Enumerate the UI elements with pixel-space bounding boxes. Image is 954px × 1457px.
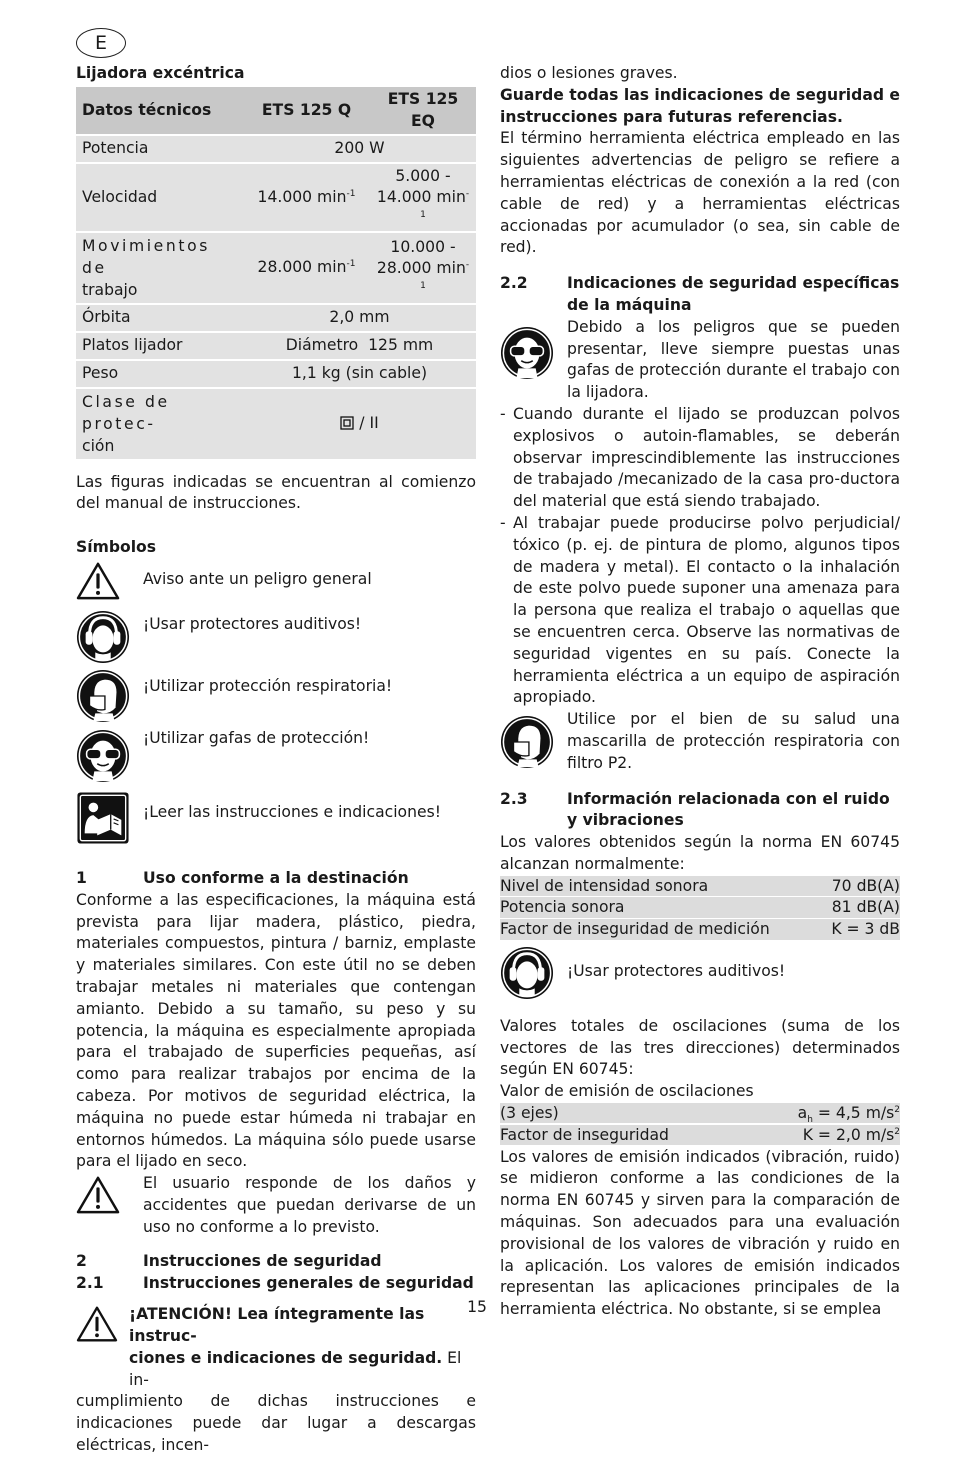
- row-value: 10.000 - 28.000 $\min^{-1}$: [370, 232, 476, 304]
- row-value: 28.000 $\min^{-1}$: [243, 232, 370, 304]
- goggles-note: Debido a los peligros que se pueden presentar, lleve siempre puestas unas gafas de protección durante el trabajo con la lijadora.: [500, 317, 900, 404]
- table-row: [76, 388, 476, 460]
- section-1-body: Conforme a las especificaciones, la máquina está prevista para lijar madera, plástico, piedra, materiales compuestos, pintura / barniz, emplaste y materiales similares. Con este útil no se deben trabajar metales ni materiales que contengan amianto. Debido a su tamaño, su peso y su potencia, la máquina es especialmente apropiada para el trabajado de superficies pequeñas, así como para realizar trabajos por encima de la cabeza. Por motivos de seguridad eléctrica, la máquina no puede estar húmeda ni trabajar en entornos húmedos. La máquina sólo puede usarse para el lijado en seco.: [76, 890, 476, 1171]
- row-value: 200 W: [243, 135, 476, 163]
- symbols-heading: Símbolos: [76, 538, 157, 557]
- table-row: Factor de inseguridad de medición K = 3 dB: [500, 920, 900, 939]
- vibration-intro: Valores totales de oscilaciones (suma de los vectores de las tres direcciones) determinados según EN 60745:: [500, 1016, 900, 1079]
- list-item: - Cuando durante el lijado se produzcan polvos explosivos o autoin-flamables, se deberán observar imprescindiblemente las instrucciones de trabajado /mecanizado de la casa pro-ductora del material que está siendo trabajado.: [500, 404, 900, 511]
- symbol-label: ¡Utilizar protección respiratoria!: [143, 676, 393, 695]
- safety-goggles-icon: [76, 729, 130, 783]
- noise-table: [500, 876, 900, 940]
- table-row: [76, 304, 476, 332]
- table-header-row: [76, 87, 476, 136]
- header-cell: ETS 125 EQ: [370, 87, 476, 136]
- emission-values-text: Los valores de emisión indicados (vibración, ruido) se midieron conforme a las condiciones de la norma EN 60745 y sirven para la comparación de máquinas. Son adecuados para una evaluación provisional de los valores de vibración y ruido en la aplicación. Los valores de emisión indicados representan las aplicaciones principales de la herramienta eléctrica. No obstante, si se emplea: [500, 1147, 900, 1319]
- table-row: [76, 232, 476, 304]
- table-row: [76, 163, 476, 232]
- row-label: Movimientos de trabajo: [76, 232, 243, 304]
- table-row: [76, 135, 476, 163]
- safety-goggles-icon: [500, 326, 554, 380]
- warning-triangle-icon: [76, 1175, 120, 1215]
- technical-data-table: [76, 87, 476, 461]
- table-row: [76, 332, 476, 360]
- table-row: Potencia sonora 81 dB(A): [500, 898, 900, 917]
- header-cell: Datos técnicos: [76, 87, 243, 136]
- misuse-warning: El usuario responde de los daños y accidentes que puedan derivarse de un uso no conforme a lo previsto.: [76, 1173, 476, 1238]
- row-label: Velocidad: [76, 163, 243, 232]
- row-value: 2,0 mm: [243, 304, 476, 332]
- table-row: Nivel de intensidad sonora 70 dB(A): [500, 876, 900, 895]
- section-2-heading: 2 Instrucciones de seguridad: [76, 1251, 382, 1270]
- attention-block: ¡ATENCIÓN! Lea íntegramente las instruc- ciones e indicaciones de seguridad. El in- cumplimiento de dichas instrucciones e indicaciones puede dar lugar a descargas eléctricas, incen-: [76, 1304, 476, 1457]
- figures-note: Las figuras indicadas se encuentran al comienzo del manual de instrucciones.: [76, 472, 476, 513]
- read-manual-icon: [76, 791, 130, 845]
- symbol-label: ¡Utilizar gafas de protección!: [143, 728, 370, 747]
- row-value: / II: [243, 388, 476, 460]
- row-label: Platos lijador: [76, 332, 243, 360]
- table-row: (3 ejes) $a_h = 4,5$ $m/s^2$: [500, 1103, 900, 1126]
- section-2-3-heading: 2.3 Información relacionada con el ruido y vibraciones: [500, 789, 890, 830]
- paragraph: dios o lesiones graves.: [500, 64, 678, 82]
- noise-intro: Los valores obtenidos según la norma EN 60745 alcanzan normalmente:: [500, 833, 900, 873]
- row-value: 1,1 kg (sin cable): [243, 360, 476, 388]
- ear-note: ¡Usar protectores auditivos!: [500, 946, 900, 1008]
- symbol-label: ¡Leer las instrucciones e indicaciones!: [143, 802, 441, 821]
- row-value: 14.000 $\min^{-1}$: [243, 163, 370, 232]
- section-2-2-heading: 2.2 Indicaciones de seguridad específicas de la máquina: [500, 274, 900, 314]
- paragraph-bold: Guarde todas las indicaciones de seguridad e instrucciones para futuras referencias.: [500, 85, 901, 126]
- symbols-list: [76, 559, 476, 847]
- right-column: [500, 63, 900, 1321]
- row-label: Peso: [76, 360, 243, 388]
- page-number: 15: [467, 1298, 487, 1316]
- symbol-label: ¡Usar protectores auditivos!: [143, 614, 362, 633]
- row-label: Órbita: [76, 304, 243, 332]
- symbol-label: Aviso ante un peligro general: [143, 569, 372, 588]
- ear-protection-icon: [76, 610, 130, 664]
- vibration-table: [500, 1103, 900, 1145]
- table-row: Factor de inseguridad K = 2,0 $m/s^2$: [500, 1125, 900, 1144]
- section-1-heading: 1 Uso conforme a la destinación: [76, 868, 409, 887]
- table-row: [76, 360, 476, 388]
- language-badge: E: [76, 28, 126, 58]
- attention-text: cumplimiento de dichas instrucciones e indicaciones puede dar lugar a descargas eléctricas, incen-: [76, 1392, 476, 1454]
- row-label: Clase de protec- ción: [76, 388, 243, 460]
- list-item: - Al trabajar puede producirse polvo perjudicial/ tóxico (p. ej. de pintura de plomo, algunos tipos de madera y metal). El contacto o la inhalación de este polvo puede suponer una amenaza para la persona que realiza el trabajo o aquellas que se encuentren cerca. Observe las normativas de seguridad vigentes en su país. Conecte la herramienta eléctrica a un equipo de aspiración apropiado.: [500, 513, 900, 707]
- header-cell: ETS 125 Q: [243, 87, 370, 136]
- protection-class-icon: [340, 416, 354, 430]
- paragraph: El término herramienta eléctrica empleado en las siguientes advertencias de peligro se refiere a herramientas eléctricas de conexión a la red (con cable de red) y a herramientas eléctricas accionadas por acumulador (o sea, sin cable de red).: [500, 129, 900, 257]
- row-value: Diámetro 125 mm: [243, 332, 476, 360]
- ear-protection-icon: [500, 946, 554, 1000]
- row-label: Potencia: [76, 135, 243, 163]
- warning-triangle-icon: [76, 561, 120, 601]
- mask-note: Utilice por el bien de su salud una mascarilla de protección respiratoria con filtro P2.: [500, 709, 900, 774]
- product-title: Lijadora excéntrica: [76, 64, 245, 82]
- respiratory-mask-icon: [500, 715, 554, 769]
- vibration-label: Valor de emisión de oscilaciones: [500, 1082, 754, 1101]
- respiratory-mask-icon: [76, 669, 130, 723]
- section-2-1-heading: 2.1 Instrucciones generales de seguridad: [76, 1274, 474, 1293]
- left-column: [76, 63, 476, 1457]
- row-value: 5.000 - 14.000 $\min^{-1}$: [370, 163, 476, 232]
